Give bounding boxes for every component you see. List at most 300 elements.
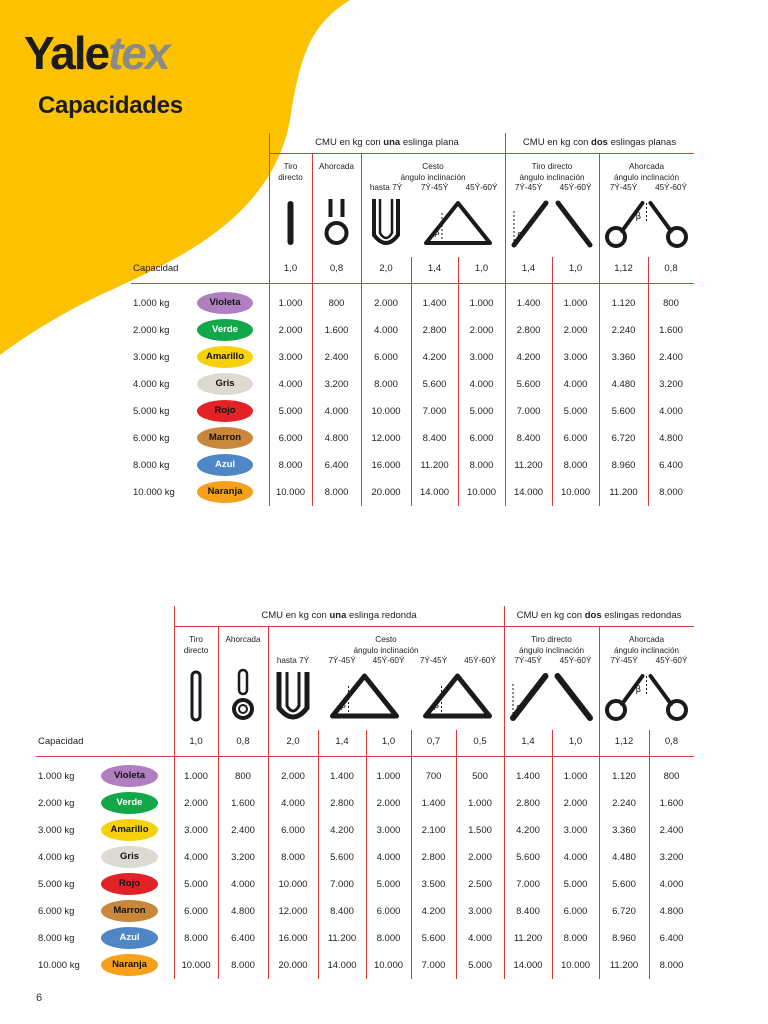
color-badge-marron: Marron xyxy=(101,900,158,922)
angle-subheader: 45Ý-60Ý xyxy=(372,656,405,665)
color-badge-verde: Verde xyxy=(101,792,158,814)
sling-choke2-icon xyxy=(602,668,691,727)
table-cell: 3.000 xyxy=(376,825,401,836)
color-badge-amarillo: Amarillo xyxy=(101,819,158,841)
table-rule xyxy=(552,730,553,979)
table-cell: 4.000 xyxy=(563,379,588,390)
table-cell: 3.000 xyxy=(184,825,208,836)
column-header-tiro xyxy=(269,161,312,183)
color-badge-gris: Gris xyxy=(101,846,158,868)
column-header-line: ángulo inclinación xyxy=(353,646,419,655)
sling-diag-icon xyxy=(507,668,596,724)
factor-cell: 2,0 xyxy=(286,736,300,747)
page-title: Capacidades xyxy=(38,92,183,119)
factor-cell: 1,0 xyxy=(568,263,583,274)
column-header-line: ángulo inclinación xyxy=(400,173,466,182)
sling-roundu-icon xyxy=(271,668,315,727)
table-cell: 10.000 xyxy=(371,406,401,417)
sling-u-icon xyxy=(364,195,408,254)
table-cell: 7.000 xyxy=(516,406,541,417)
table-cell: 800 xyxy=(328,298,345,309)
table-cell: 2.100 xyxy=(421,825,446,836)
color-badge-amarillo: Amarillo xyxy=(197,346,253,368)
table-cell: 8.000 xyxy=(281,852,305,863)
table-cell: 2.000 xyxy=(281,771,305,782)
group-header-group2 xyxy=(505,137,694,148)
brand-logo: Yaletex xyxy=(24,27,169,79)
table-cell: 1.400 xyxy=(516,771,540,782)
factor-cell: 1,12 xyxy=(614,736,634,747)
table-cell: 4.000 xyxy=(184,852,208,863)
factor-cell: 1,4 xyxy=(427,263,442,274)
column-header-tiro2 xyxy=(504,634,599,656)
group-header-text: eslinga plana xyxy=(400,137,459,148)
table-cell: 2.000 xyxy=(563,798,588,809)
table-cell: 1.000 xyxy=(184,771,208,782)
angle-subheader: 45Ý-60Ý xyxy=(655,183,687,192)
table-cell: 8.000 xyxy=(659,960,684,971)
row-capacity-label: 2.000 kg xyxy=(133,325,170,336)
table-cell: 10.000 xyxy=(373,960,404,971)
table-cell: 2.400 xyxy=(231,825,255,836)
group-header-group1 xyxy=(174,610,504,621)
column-header-line: Ahorcada xyxy=(225,635,261,644)
table-cell: 8.000 xyxy=(563,460,588,471)
table-cell: 3.000 xyxy=(278,352,303,363)
group-header-bold: una xyxy=(383,137,401,148)
table-cell: 1.400 xyxy=(421,798,446,809)
table-cell: 8.000 xyxy=(278,460,303,471)
table-cell: 2.000 xyxy=(184,798,208,809)
table-cell: 11.200 xyxy=(609,960,639,971)
table-cell: 7.000 xyxy=(330,879,354,890)
table-cell: 2.240 xyxy=(611,325,636,336)
table-cell: 14.000 xyxy=(327,960,357,971)
factor-cell: 1,4 xyxy=(521,263,536,274)
column-header-line: ángulo inclinación xyxy=(518,646,585,655)
angle-subheader: 7Ý-45Ý xyxy=(514,656,542,665)
sling-tri-icon xyxy=(414,668,501,727)
factor-cell: 1,0 xyxy=(568,736,583,747)
table-cell: 2.000 xyxy=(468,852,492,863)
table-cell: 8.400 xyxy=(422,433,447,444)
table-cell: 16.000 xyxy=(278,933,308,944)
group-header-bold: dos xyxy=(591,137,608,148)
table-cell: 800 xyxy=(663,771,680,782)
row-capacity-label: 5.000 kg xyxy=(133,406,170,417)
table-rule xyxy=(456,730,457,979)
table-cell: 1.500 xyxy=(468,825,492,836)
column-header-ahorcada xyxy=(218,634,268,645)
angle-subheader: 7Ý-45Ý xyxy=(609,183,638,192)
table-rule xyxy=(269,153,694,154)
table-cell: 1.120 xyxy=(612,771,636,782)
row-capacity-label: 6.000 kg xyxy=(133,433,170,444)
table-cell: 3.000 xyxy=(468,906,492,917)
row-capacity-label: 4.000 kg xyxy=(38,852,75,863)
color-badge-rojo: Rojo xyxy=(101,873,158,895)
column-header-tiro2 xyxy=(505,161,599,183)
color-badge-azul: Azul xyxy=(101,927,158,949)
factor-cell: 1,0 xyxy=(189,736,203,747)
table-cell: 1.400 xyxy=(330,771,354,782)
table-rule xyxy=(312,153,313,506)
table-cell: 4.000 xyxy=(374,325,398,336)
table-cell: 10.000 xyxy=(466,487,497,498)
factor-cell: 0,8 xyxy=(329,263,344,274)
table-cell: 10.000 xyxy=(181,960,211,971)
table-cell: 6.400 xyxy=(659,933,684,944)
sling-choke-icon xyxy=(315,195,358,254)
row-capacity-label: 6.000 kg xyxy=(38,906,75,917)
table-cell: 10.000 xyxy=(560,960,591,971)
table-cell: 1.120 xyxy=(611,298,636,309)
group-header-text: CMU en kg con xyxy=(516,610,585,621)
table-rule xyxy=(174,626,694,627)
row-capacity-label: 8.000 kg xyxy=(38,933,75,944)
table-cell: 4.200 xyxy=(516,825,540,836)
table-cell: 10.000 xyxy=(278,879,308,890)
table-cell: 1.000 xyxy=(468,798,492,809)
column-header-line: ángulo inclinación xyxy=(613,646,680,655)
table-cell: 6.000 xyxy=(281,825,305,836)
table-cell: 5.000 xyxy=(278,406,303,417)
table-cell: 5.000 xyxy=(469,406,494,417)
svg-text:β: β xyxy=(517,232,523,242)
table-cell: 5.600 xyxy=(421,933,446,944)
table-cell: 2.500 xyxy=(468,879,492,890)
table-cell: 20.000 xyxy=(278,960,308,971)
table-cell: 5.600 xyxy=(330,852,354,863)
table-cell: 12.000 xyxy=(278,906,308,917)
table-cell: 6.000 xyxy=(374,352,398,363)
table-rule xyxy=(458,257,459,506)
color-badge-azul: Azul xyxy=(197,454,253,476)
table-cell: 1.000 xyxy=(469,298,494,309)
table-cell: 2.400 xyxy=(324,352,349,363)
table-cell: 6.000 xyxy=(278,433,303,444)
table-cell: 4.000 xyxy=(469,379,494,390)
table-cell: 1.600 xyxy=(231,798,255,809)
table-cell: 8.000 xyxy=(563,933,588,944)
table-cell: 4.200 xyxy=(422,352,447,363)
row-capacity-label: 1.000 kg xyxy=(133,298,170,309)
color-badge-gris: Gris xyxy=(197,373,253,395)
table-cell: 16.000 xyxy=(371,460,401,471)
row-capacity-label: 10.000 kg xyxy=(133,487,175,498)
table-rule xyxy=(599,626,600,979)
table-cell: 4.000 xyxy=(324,406,349,417)
color-badge-violeta: Violeta xyxy=(197,292,253,314)
svg-text:β: β xyxy=(516,705,522,715)
factor-cell: 0,8 xyxy=(664,263,678,274)
table-cell: 8.000 xyxy=(324,487,349,498)
table-cell: 8.000 xyxy=(374,379,398,390)
table-cell: 4.000 xyxy=(278,379,303,390)
column-header-cesto xyxy=(268,634,504,656)
angle-subheader: 45Ý-60Ý xyxy=(559,183,592,192)
table-cell: 11.200 xyxy=(420,460,449,471)
factor-cell: 1,0 xyxy=(283,263,298,274)
table-cell: 10.000 xyxy=(275,487,306,498)
group-header-bold: una xyxy=(329,610,347,621)
table-cell: 6.400 xyxy=(324,460,349,471)
table-cell: 11.200 xyxy=(609,487,638,498)
table-cell: 4.800 xyxy=(659,433,683,444)
table-rule xyxy=(649,730,650,979)
table-cell: 2.000 xyxy=(278,325,303,336)
column-header-line: directo xyxy=(183,646,209,655)
capacity-label: Capacidad xyxy=(133,263,179,274)
group-header-group2 xyxy=(504,610,694,621)
color-badge-verde: Verde xyxy=(197,319,253,341)
column-header-line: Ahorcada xyxy=(628,635,665,644)
table-cell: 2.000 xyxy=(469,325,494,336)
table-cell: 11.200 xyxy=(513,933,543,944)
table-rule xyxy=(268,626,269,979)
sling-tri-icon xyxy=(321,668,408,727)
angle-subheader: 45Ý-60Ý xyxy=(559,656,592,665)
svg-text:β: β xyxy=(635,212,642,222)
table-cell: 2.800 xyxy=(422,325,447,336)
factor-cell: 1,0 xyxy=(474,263,489,274)
table-rule xyxy=(411,730,412,979)
table-cell: 6.000 xyxy=(563,906,588,917)
sling-tri-icon xyxy=(414,195,502,251)
angle-subheader: hasta 7Ý xyxy=(276,656,310,665)
table-cell: 3.360 xyxy=(612,825,636,836)
column-header-line: ángulo inclinación xyxy=(519,173,585,182)
table-cell: 3.000 xyxy=(563,825,588,836)
table-cell: 4.000 xyxy=(231,879,255,890)
color-badge-naranja: Naranja xyxy=(197,481,253,503)
table-cell: 3.000 xyxy=(469,352,494,363)
table-cell: 5.000 xyxy=(184,879,208,890)
table-cell: 2.800 xyxy=(516,798,540,809)
angle-subheader: 45Ý-60Ý xyxy=(464,656,496,665)
sling-tri-icon xyxy=(414,195,502,254)
svg-text:β: β xyxy=(635,685,642,695)
table-cell: 4.000 xyxy=(468,933,492,944)
sling-diag-icon xyxy=(508,195,596,251)
table-rule xyxy=(318,730,319,979)
row-capacity-label: 8.000 kg xyxy=(133,460,170,471)
factor-cell: 1,4 xyxy=(521,736,535,747)
table-cell: 1.400 xyxy=(516,298,541,309)
table-cell: 3.500 xyxy=(421,879,446,890)
row-capacity-label: 1.000 kg xyxy=(38,771,75,782)
svg-text:β: β xyxy=(433,701,440,711)
angle-subheader: 7Ý-45Ý xyxy=(328,656,356,665)
factor-cell: 2,0 xyxy=(379,263,393,274)
factor-cell: 0,8 xyxy=(664,736,679,747)
table-cell: 1.400 xyxy=(422,298,447,309)
table-cell: 6.720 xyxy=(612,906,636,917)
table-cell: 5.600 xyxy=(516,379,541,390)
table-rule xyxy=(411,257,412,506)
table-cell: 8.000 xyxy=(184,933,208,944)
table-cell: 1.600 xyxy=(659,325,683,336)
table-cell: 1.600 xyxy=(659,798,684,809)
table-cell: 800 xyxy=(235,771,251,782)
column-header-ahorcada2 xyxy=(599,161,694,183)
table-cell: 4.800 xyxy=(231,906,255,917)
table-cell: 2.800 xyxy=(421,852,446,863)
table-cell: 8.000 xyxy=(469,460,494,471)
table-cell: 2.400 xyxy=(659,352,683,363)
table-rule xyxy=(131,283,694,284)
table-rule xyxy=(648,257,649,506)
table-rule xyxy=(269,133,270,506)
table-rule xyxy=(36,756,694,757)
table-cell: 5.600 xyxy=(611,406,636,417)
table-cell: 4.000 xyxy=(376,852,401,863)
table-cell: 4.000 xyxy=(659,406,683,417)
angle-subheader: 45Ý-60Ý xyxy=(465,183,498,192)
table-cell: 800 xyxy=(663,298,679,309)
sling-u-icon xyxy=(364,195,408,251)
table-cell: 11.200 xyxy=(514,460,543,471)
table-cell: 700 xyxy=(425,771,442,782)
column-header-line: Ahorcada xyxy=(628,162,665,171)
group-header-text: CMU en kg con xyxy=(522,137,592,148)
color-badge-marron: Marron xyxy=(197,427,253,449)
table-cell: 10.000 xyxy=(560,487,591,498)
sling-roundu-icon xyxy=(271,668,315,724)
table-cell: 1.000 xyxy=(563,298,588,309)
table-cell: 14.000 xyxy=(513,960,543,971)
table-rule xyxy=(366,730,367,979)
table-cell: 8.960 xyxy=(612,933,636,944)
column-header-line: Tiro directo xyxy=(531,162,573,171)
factor-cell: 0,5 xyxy=(473,736,487,747)
column-header-line: Tiro xyxy=(189,635,203,644)
angle-subheader: hasta 7Ý xyxy=(369,183,403,192)
table-cell: 2.800 xyxy=(516,325,541,336)
table-cell: 5.000 xyxy=(376,879,401,890)
sling-choke2-icon xyxy=(602,195,691,254)
table-cell: 4.480 xyxy=(612,852,636,863)
table-rule xyxy=(505,133,506,506)
sling-diag-icon xyxy=(507,668,596,727)
group-header-text: CMU en kg con xyxy=(315,137,384,148)
sling-roundchoke-icon xyxy=(221,668,265,727)
table-cell: 5.000 xyxy=(468,960,492,971)
sling-roundchoke-icon xyxy=(221,668,265,724)
column-header-line: Ahorcada xyxy=(318,162,355,171)
table-cell: 7.000 xyxy=(516,879,540,890)
table-cell: 3.200 xyxy=(659,379,683,390)
table-cell: 14.000 xyxy=(419,487,450,498)
row-capacity-label: 10.000 kg xyxy=(38,960,80,971)
table-cell: 8.400 xyxy=(330,906,354,917)
row-capacity-label: 3.000 kg xyxy=(38,825,75,836)
table-cell: 2.240 xyxy=(612,798,636,809)
table-cell: 6.720 xyxy=(611,433,636,444)
sling-roundbar-icon xyxy=(177,668,215,727)
angle-subheader: 7Ý-45Ý xyxy=(514,183,543,192)
table-cell: 12.000 xyxy=(371,433,401,444)
column-header-ahorcada xyxy=(312,161,361,172)
table-rule xyxy=(361,153,362,506)
group-header-group1 xyxy=(269,137,505,148)
table-cell: 1.000 xyxy=(376,771,401,782)
table-cell: 6.000 xyxy=(469,433,494,444)
table-cell: 4.000 xyxy=(659,879,684,890)
table-cell: 3.000 xyxy=(563,352,588,363)
table-rule xyxy=(552,257,553,506)
table-cell: 2.000 xyxy=(563,325,588,336)
column-header-line: ángulo inclinación xyxy=(613,173,680,182)
table-cell: 3.200 xyxy=(324,379,349,390)
table-cell: 5.000 xyxy=(563,879,588,890)
page-number: 6 xyxy=(36,992,43,1004)
sling-tri-icon xyxy=(321,668,408,724)
factor-cell: 1,4 xyxy=(335,736,349,747)
table-cell: 2.000 xyxy=(374,298,398,309)
row-capacity-label: 3.000 kg xyxy=(133,352,170,363)
svg-text:β: β xyxy=(434,228,440,238)
table-cell: 6.400 xyxy=(231,933,255,944)
factor-cell: 0,7 xyxy=(426,736,441,747)
table-cell: 3.360 xyxy=(611,352,636,363)
table-cell: 500 xyxy=(472,771,488,782)
table-cell: 3.200 xyxy=(231,852,255,863)
table-cell: 7.000 xyxy=(421,960,446,971)
table-cell: 5.600 xyxy=(612,879,636,890)
group-header-text: CMU en kg con xyxy=(261,610,330,621)
table-cell: 20.000 xyxy=(371,487,401,498)
table-cell: 2.000 xyxy=(376,798,401,809)
table-cell: 4.000 xyxy=(563,852,588,863)
sling-bar-icon xyxy=(272,195,309,254)
table-cell: 1.000 xyxy=(563,771,588,782)
group-header-text: eslingas planas xyxy=(607,137,677,148)
table-cell: 1.600 xyxy=(324,325,349,336)
sling-choke2-icon xyxy=(602,668,691,724)
column-header-line: Tiro xyxy=(283,162,298,171)
sling-diag-icon xyxy=(508,195,596,254)
table-cell: 2.400 xyxy=(659,825,684,836)
table-cell: 6.000 xyxy=(376,906,401,917)
angle-subheader: 7Ý-45Ý xyxy=(610,656,638,665)
table-cell: 4.000 xyxy=(281,798,305,809)
column-header-line: Cesto xyxy=(422,162,444,171)
group-header-text: eslinga redonda xyxy=(346,610,417,621)
angle-subheader: 7Ý-45Ý xyxy=(419,656,448,665)
sling-roundbar-icon xyxy=(177,668,215,724)
table-cell: 11.200 xyxy=(327,933,357,944)
table-cell: 2.800 xyxy=(330,798,354,809)
table-cell: 4.480 xyxy=(611,379,636,390)
table-cell: 7.000 xyxy=(422,406,447,417)
sling-bar-icon xyxy=(272,195,309,251)
group-header-bold: dos xyxy=(584,610,602,621)
table-cell: 5.600 xyxy=(422,379,447,390)
column-header-tiro xyxy=(174,634,218,656)
color-badge-naranja: Naranja xyxy=(101,954,158,976)
table-cell: 6.400 xyxy=(659,460,683,471)
column-header-line: Tiro directo xyxy=(531,635,572,644)
sling-choke-icon xyxy=(315,195,358,251)
capacity-label: Capacidad xyxy=(38,736,84,747)
svg-text:β: β xyxy=(340,701,347,711)
table-rule xyxy=(174,606,175,979)
table-cell: 1.000 xyxy=(278,298,303,309)
factor-cell: 1,0 xyxy=(381,736,396,747)
table-cell: 8.000 xyxy=(231,960,255,971)
table-rule xyxy=(218,626,219,979)
